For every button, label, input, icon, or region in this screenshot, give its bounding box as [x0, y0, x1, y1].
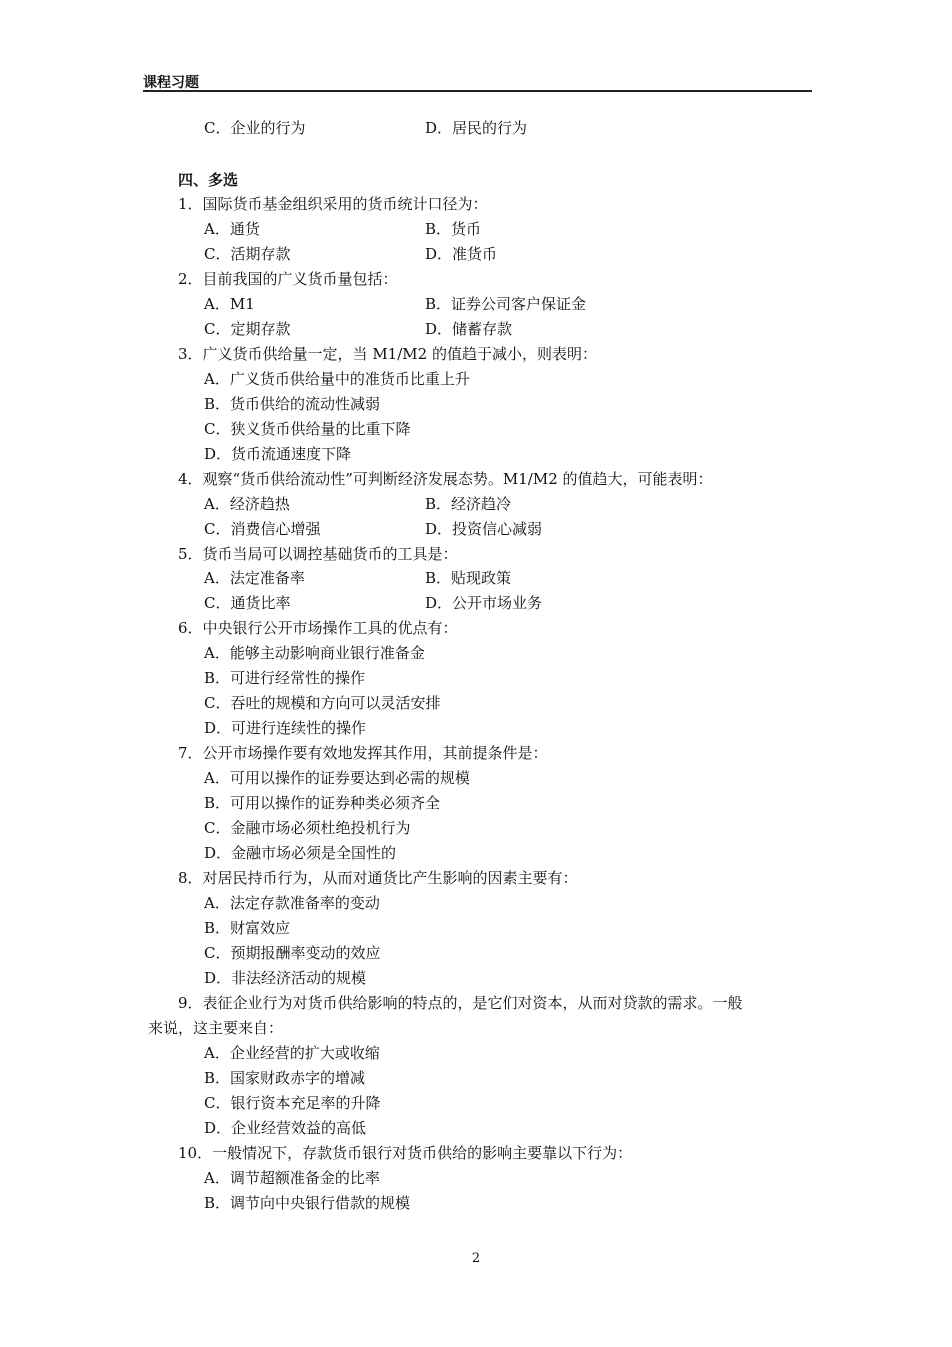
option-b: B．贴现政策 [425, 569, 512, 587]
section-title: 四、多选 [178, 171, 239, 189]
option-d: D．储蓄存款 [425, 320, 513, 338]
question-stem: 5．货币当局可以调控基础货币的工具是： [178, 545, 458, 563]
option-c: C．狭义货币供给量的比重下降 [204, 420, 411, 438]
option-c: C．通货比率 [204, 594, 291, 612]
question-stem-continuation: 来说，这主要来自： [148, 1019, 284, 1037]
option-d: D．公开市场业务 [425, 594, 543, 612]
option-b: B．经济趋冷 [425, 495, 512, 513]
option-b: B．货币 [425, 220, 482, 238]
question-stem: 6．中央银行公开市场操作工具的优点有： [178, 619, 458, 637]
question-stem: 9．表征企业行为对货币供给影响的特点的，是它们对资本，从而对贷款的需求。一般 [178, 994, 743, 1012]
option-c: C．银行资本充足率的升降 [204, 1094, 381, 1112]
option-c: C．金融市场必须杜绝投机行为 [204, 819, 411, 837]
option-a: A．可用以操作的证券要达到必需的规模 [204, 769, 470, 787]
option-d: D．投资信心减弱 [425, 520, 543, 538]
option-c: C．企业的行为 [204, 119, 306, 137]
option-d: D．准货币 [425, 245, 498, 263]
option-c: C．预期报酬率变动的效应 [204, 944, 381, 962]
option-b: B．货币供给的流动性减弱 [204, 395, 381, 413]
option-a: A．广义货币供给量中的准货币比重上升 [204, 370, 470, 388]
option-c: C．定期存款 [204, 320, 291, 338]
option-c: C．吞吐的规模和方向可以灵活安排 [204, 694, 441, 712]
option-b: B．可进行经常性的操作 [204, 669, 366, 687]
option-c: C．活期存款 [204, 245, 291, 263]
option-b: B．可用以操作的证券种类必须齐全 [204, 794, 441, 812]
question-stem: 2．目前我国的广义货币量包括： [178, 270, 398, 288]
option-b: B．调节向中央银行借款的规模 [204, 1194, 411, 1212]
option-a: A．经济趋热 [204, 495, 290, 513]
option-b: B．国家财政赤字的增减 [204, 1069, 366, 1087]
option-b: B．财富效应 [204, 919, 291, 937]
question-stem: 10．一般情况下，存款货币银行对货币供给的影响主要靠以下行为： [178, 1144, 633, 1162]
option-a: A．通货 [204, 220, 260, 238]
option-d: D．可进行连续性的操作 [204, 719, 367, 737]
page-header [143, 72, 812, 92]
option-a: A．能够主动影响商业银行准备金 [204, 644, 425, 662]
option-d: D．金融市场必须是全国性的 [204, 844, 397, 862]
option-c: C．消费信心增强 [204, 520, 321, 538]
question-stem: 4．观察“货币供给流动性”可判断经济发展态势。M1/M2 的值趋大，可能表明： [178, 470, 713, 488]
option-b: B．证券公司客户保证金 [425, 295, 587, 313]
header-title: 课程习题 [143, 75, 199, 91]
page-number: 2 [471, 1251, 481, 1266]
option-d: D．居民的行为 [425, 119, 528, 137]
question-stem: 1．国际货币基金组织采用的货币统计口径为： [178, 195, 488, 213]
option-a: A．法定准备率 [204, 569, 305, 587]
question-stem: 7．公开市场操作要有效地发挥其作用，其前提条件是： [178, 744, 548, 762]
option-a: A．企业经营的扩大或收缩 [204, 1044, 380, 1062]
option-a: A．M1 [204, 295, 255, 313]
option-a: A．调节超额准备金的比率 [204, 1169, 380, 1187]
option-d: D．非法经济活动的规模 [204, 969, 367, 987]
option-a: A．法定存款准备率的变动 [204, 894, 380, 912]
question-stem: 3．广义货币供给量一定，当 M1/M2 的值趋于减小，则表明： [178, 345, 597, 363]
question-stem: 8．对居民持币行为，从而对通货比产生影响的因素主要有： [178, 869, 578, 887]
option-d: D．企业经营效益的高低 [204, 1119, 367, 1137]
option-d: D．货币流通速度下降 [204, 445, 352, 463]
